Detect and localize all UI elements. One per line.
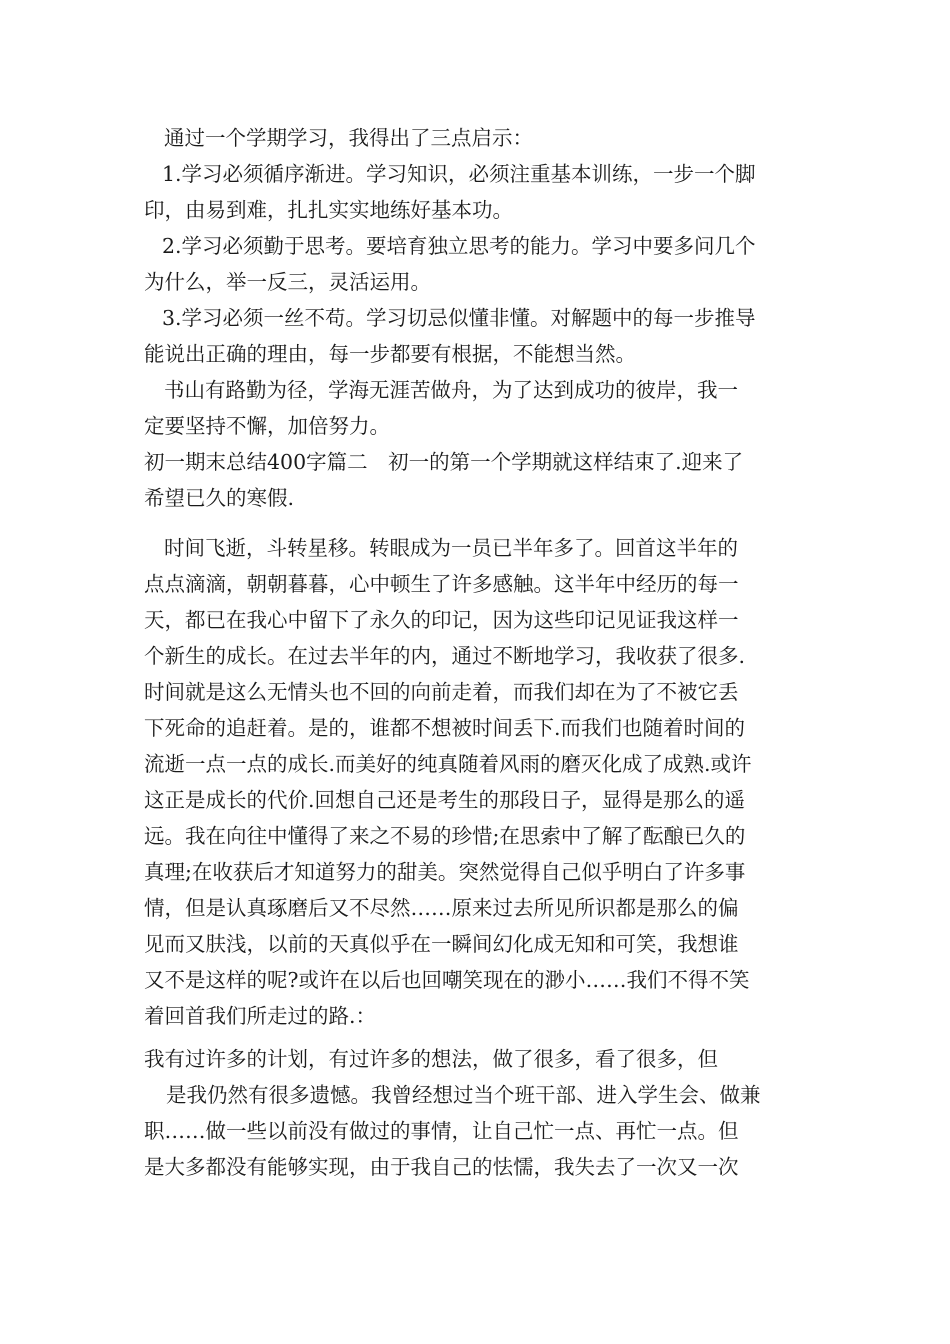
text-line: 能说出正确的理由，每一步都要有根据，不能想当然。 — [144, 342, 636, 366]
text-line: 点点滴滴，朝朝暮暮，心中顿生了许多感触。这半年中经历的每一 — [144, 572, 739, 596]
text-line: 真理;在收获后才知道努力的甜美。突然觉得自己似乎明白了许多事 — [144, 860, 746, 884]
text-line: 见而又肤浅，以前的天真似乎在一瞬间幻化成无知和可笑，我想谁 — [144, 932, 739, 956]
section-heading-line: 初一期末总结400字篇二 初一的第一个学期就这样结束了.迎来了 — [144, 450, 744, 474]
text-line: 3.学习必须一丝不苟。学习切忌似懂非懂。对解题中的每一步推导 — [162, 306, 756, 330]
text-line: 书山有路勤为径，学海无涯苦做舟，为了达到成功的彼岸，我一 — [164, 378, 738, 402]
text-line: 希望已久的寒假. — [144, 486, 295, 510]
text-line: 印，由易到难，扎扎实实地练好基本功。 — [144, 198, 513, 222]
text-line: 时间就是这么无情头也不回的向前走着，而我们却在为了不被它丢 — [144, 680, 739, 704]
text-line: 1.学习必须循序渐进。学习知识，必须注重基本训练，一步一个脚 — [162, 162, 756, 186]
text-line: 下死命的追赶着。是的，谁都不想被时间丢下.而我们也随着时间的 — [144, 716, 746, 740]
text-line: 是我仍然有很多遗憾。我曾经想过当个班干部、进入学生会、做兼 — [166, 1083, 761, 1107]
text-line: 2.学习必须勤于思考。要培育独立思考的能力。学习中要多问几个 — [162, 234, 756, 258]
text-line: 天，都已在我心中留下了永久的印记，因为这些印记见证我这样一 — [144, 608, 739, 632]
text-line: 时间飞逝，斗转星移。转眼成为一员已半年多了。回首这半年的 — [164, 536, 738, 560]
text-line: 我有过许多的计划，有过许多的想法，做了很多，看了很多，但 — [144, 1047, 718, 1071]
text-line: 通过一个学期学习，我得出了三点启示： — [164, 126, 533, 150]
text-line: 情，但是认真琢磨后又不尽然……原来过去所见所识都是那么的偏 — [144, 896, 739, 920]
text-line: 这正是成长的代价.回想自己还是考生的那段日子，显得是那么的遥 — [144, 788, 746, 812]
text-line: 是大多都没有能够实现，由于我自己的怯懦，我失去了一次又一次 — [144, 1155, 739, 1179]
text-line: 为什么，举一反三，灵活运用。 — [144, 270, 431, 294]
text-line: 流逝一点一点的成长.而美好的纯真随着风雨的磨灭化成了成熟.或许 — [144, 752, 752, 776]
text-line: 个新生的成长。在过去半年的内，通过不断地学习，我收获了很多. — [144, 644, 746, 668]
text-line: 定要坚持不懈，加倍努力。 — [144, 414, 390, 438]
text-line: 职……做一些以前没有做过的事情，让自己忙一点、再忙一点。但 — [144, 1119, 739, 1143]
text-line: 又不是这样的呢?或许在以后也回嘲笑现在的渺小……我们不得不笑 — [144, 968, 750, 992]
text-line: 着回首我们所走过的路.： — [144, 1004, 377, 1028]
text-line: 远。我在向往中懂得了来之不易的珍惜;在思索中了解了酝酿已久的 — [144, 824, 746, 848]
